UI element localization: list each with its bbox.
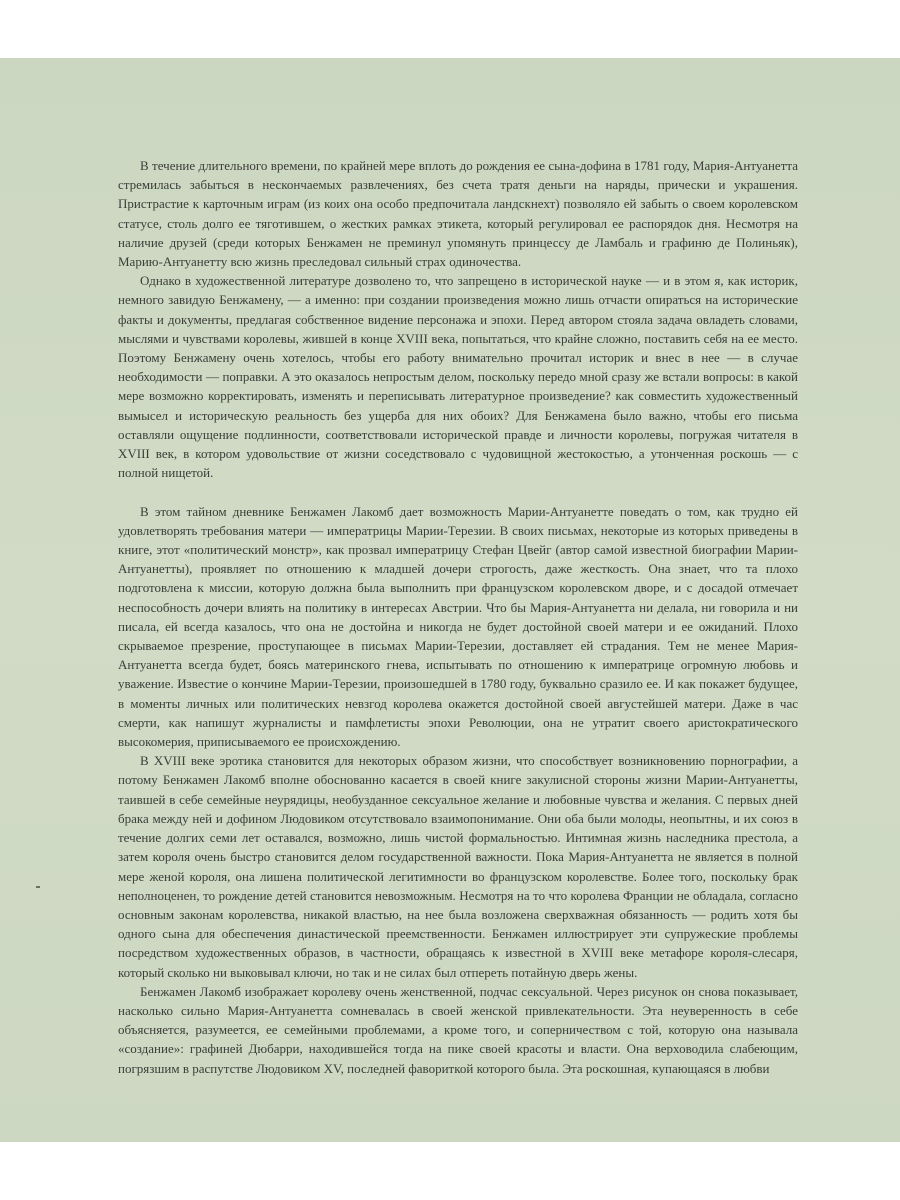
paragraph: В этом тайном дневнике Бенжамен Лакомб дает возможность Марии-Антуанетте поведать о том, как трудно ей удовлетворять требования матери — императрицы Марии-Терезии. В своих письмах, некоторые из которых приведены в книге, этот «политический монстр», как прозвал императрицу Стефан Цвейг (автор самой известной биографии Марии-Антуанетты), проявляет по отношению к младшей дочери строгость, даже жесткость. Она знает, что та плохо подготовлена к миссии, которую должна была выполнить при французском королевском дворе, и с досадой отмечает неспособность дочери влиять на политику в интересах Австрии. Что бы Мария-Антуанетта ни делала, ни говорила и ни писала, ей всегда казалось, что она не достойна и никогда не будет достойной своей матери и ее ожиданий. Плохо скрываемое презрение, проступающее в письмах Марии-Терезии, доставляет ей страдания. Тем не менее Мария-Антуанетта всегда будет, боясь материнского гнева, испытывать по отношению к императрице огромную любовь и уважение. Известие о кончине Марии-Терезии, произошедшей в 1780 году, буквально сразило ее. И как покажет будущее, в моменты личных или политических невзгод королева окажется достойной своей августейшей матери. Даже в час смерти, как напишут журналисты и памфлетисты эпохи Революции, она не утратит своего аристократического высокомерия, приписываемого ее происхождению. bbox=[118, 503, 798, 750]
book-page bbox=[0, 58, 900, 1142]
paragraph: В течение длительного времени, по крайней мере вплоть до рождения ее сына-дофина в 1781 году, Мария-Антуанетта стремилась забыться в нескончаемых развлечениях, без счета тратя деньги на наряды, прически и украшения. Пристрастие к карточным играм (из коих она особо предпочитала ландскнехт) позволяло ей забыть о своем королевском статусе, столь долго ее тяготившем, о жестких рамках этикета, который регулировал ее распорядок дня. Несмотря на наличие друзей (среди которых Бенжамен не преминул упомянуть принцессу де Ламбаль и графиню де Полиньяк), Марию-Антуанетту всю жизнь преследовал сильный страх одиночества. bbox=[118, 158, 798, 270]
paragraph: Однако в художественной литературе дозволено то, что запрещено в исторической науке — и в этом я, как историк, немного завидую Бенжамену, — а именно: при создании произведения можно лишь отчасти опираться на исторические факты и документы, предлагая собственное видение персонажа и эпохи. Перед автором стояла задача овладеть словами, мыслями и чувствами королевы, жившей в конце XVIII века, попытаться, что крайне сложно, поставить себя на ее место. Поэтому Бенжамену очень хотелось, чтобы его работу внимательно прочитал историк и внес в нее — в случае необходимости — поправки. А это оказалось непростым делом, поскольку передо мной сразу же встали вопросы: в какой мере возможно корректировать, изменять и переписывать литературное произведение? как совместить художественный вымысел и историческую реальность без ущерба для них обоих? Для Бенжамена было важно, чтобы его письма оставляли ощущение подлинности, соответствовали исторической правде и личности королевы, погружая читателя в XVIII век, в котором удовольствие от жизни соседствовало с чудовищной жестокостью, а утонченная роскошь — с полной нищетой. bbox=[118, 273, 798, 481]
paragraph: Бенжамен Лакомб изображает королеву очень женственной, подчас сексуальной. Через рисунок он снова показывает, насколько сильно Мария-Антуанетта сомневалась в своей женской привлекательности. Эта неуверенность в себе объясняется, разумеется, ее семейными проблемами, а кроме того, и соперничеством с той, которую она называла «создание»: графиней Дюбарри, находившейся тогда на пике своей красоты и власти. Она верховодила слабеющим, погрязшим в распутстве Людовиком XV, последней фавориткой которого была. Эта роскошная, купающаяся в любви bbox=[118, 983, 798, 1076]
margin-mark bbox=[36, 886, 40, 888]
paragraph: В XVIII веке эротика становится для некоторых образом жизни, что способствует возникновению порнографии, а потому Бенжамен Лакомб вполне обоснованно касается в своей книге закулисной стороны жизни Марии-Антуанетты, таившей в себе семейные неурядицы, необузданное сексуальное желание и любовные чувства и желания. С первых дней брака между ней и дофином Людовиком отсутствовало взаимопонимание. Они оба были молоды, неопытны, и их союз в течение долгих семи лет оставался, возможно, лишь чистой формальностью. Интимная жизнь наследника престола, а затем короля очень быстро становится делом государственной важности. Пока Мария-Антуанетта не является в полной мере женой короля, она лишена политической легитимности во французском королевстве. Более того, поскольку брак неполноценен, то рождение детей становится невозможным. Несмотря на то что королева Франции не обладала, согласно основным законам королевства, никакой властью, на нее была возложена сверхважная обязанность — родить хотя бы одного сына для обеспечения династической преемственности. Бенжамен иллюстрирует эти супружеские проблемы посредством художественных образов, в частности, обращаясь к известной в XVIII веке метафоре короля-слесаря, который сколько ни выковывал ключи, но так и не силах был отпереть потайную дверь жены. bbox=[118, 753, 798, 980]
body-text bbox=[118, 156, 798, 1078]
